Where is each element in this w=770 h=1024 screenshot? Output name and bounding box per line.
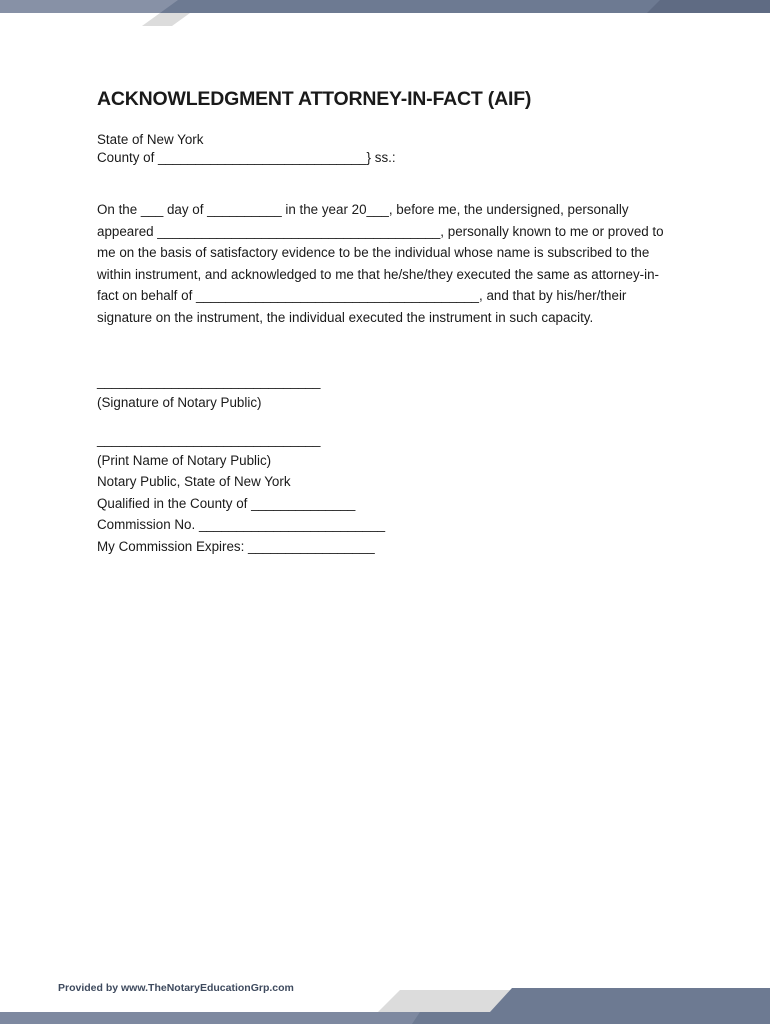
paragraph-line: On the ___ day of __________ in the year 20___, before me, the undersigned, personally: [97, 202, 629, 217]
bottom-banner-decoration: [0, 988, 770, 1024]
document-title: ACKNOWLEDGMENT ATTORNEY-IN-FACT (AIF): [97, 88, 532, 110]
footer-provided-by: Provided by www.TheNotaryEducationGrp.com: [58, 982, 294, 994]
print-name-line: ______________________________: [97, 432, 321, 447]
paragraph-line: signature on the instrument, the individual executed the instrument in such capacity.: [97, 309, 594, 325]
paragraph-line: within instrument, and acknowledged to me that he/she/they executed the same as attorney-in-: [97, 266, 659, 282]
notary-public-state: Notary Public, State of New York: [97, 474, 291, 489]
paragraph-line: me on the basis of satisfactory evidence to be the individual whose name is subscribed to the: [97, 245, 650, 260]
commission-expires: My Commission Expires: _________________: [97, 539, 375, 554]
paragraph-line: fact on behalf of ______________________________________, and that by his/her/their: [97, 288, 627, 303]
venue-state: State of New York: [97, 132, 204, 147]
paragraph-line: appeared ______________________________________, personally known to me or proved to: [97, 223, 664, 239]
commission-number: Commission No. _________________________: [97, 517, 386, 532]
acknowledgment-paragraph: [97, 199, 697, 328]
top-banner-decoration: [0, 0, 770, 26]
venue-county: County of ____________________________} ss.:: [97, 150, 396, 165]
notary-signature-line: ______________________________: [97, 374, 321, 389]
qualified-county: Qualified in the County of ______________: [97, 496, 356, 511]
print-name-label: (Print Name of Notary Public): [97, 453, 272, 468]
notary-signature-label: (Signature of Notary Public): [97, 395, 262, 410]
